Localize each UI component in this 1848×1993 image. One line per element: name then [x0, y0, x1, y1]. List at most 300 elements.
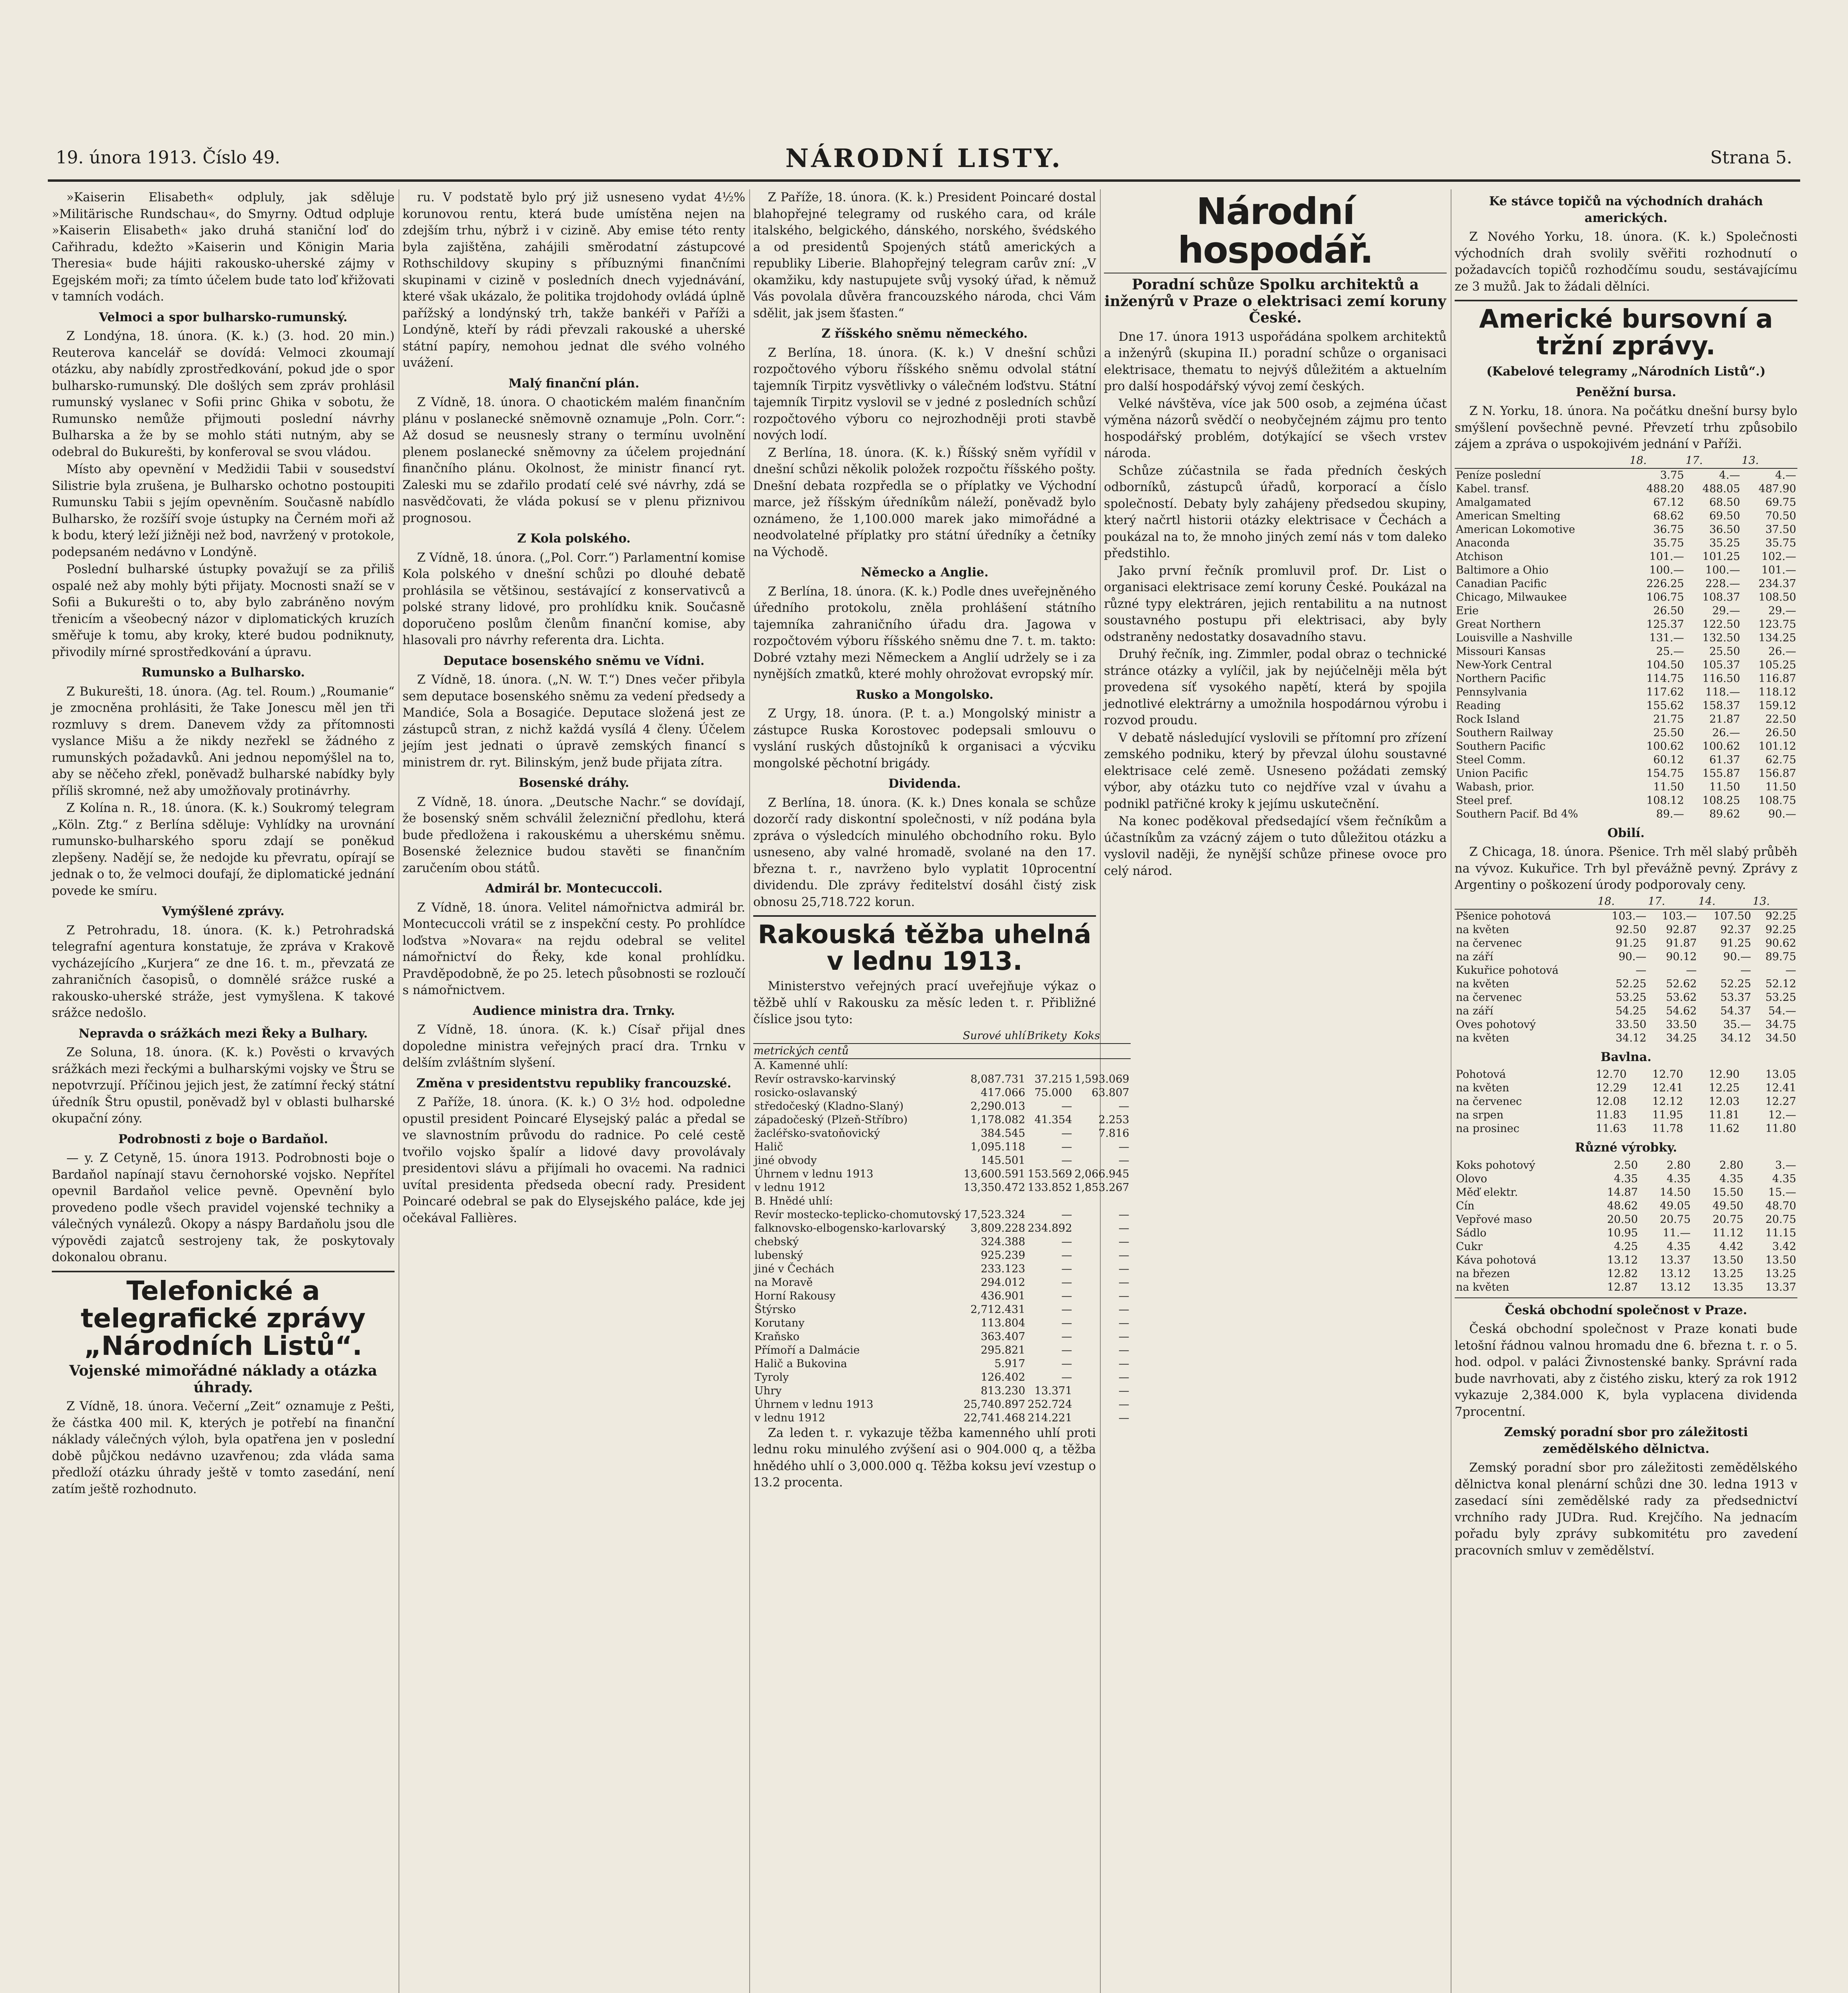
grain-row-label: na září — [1456, 1004, 1493, 1017]
grain-row-value: 53.62 — [1666, 991, 1697, 1004]
stock-row — [1455, 672, 1797, 686]
coal-row-label: jiné obvody — [754, 1154, 817, 1167]
article-heading: Audience ministra dra. Trnky. — [473, 1003, 675, 1018]
coal-row-label: Horní Rakousy — [754, 1289, 836, 1302]
grain-row-value: — — [1740, 964, 1751, 977]
section-rule — [1455, 300, 1797, 301]
stock-row-value: 25.— — [1656, 645, 1684, 658]
coal-row-label: jiné v Čechách — [754, 1262, 835, 1275]
stock-row-value: 37.50 — [1765, 523, 1796, 536]
coal-row-value: 113.804 — [980, 1317, 1025, 1329]
stock-row — [1455, 577, 1797, 591]
coal-row-value: 295.821 — [980, 1344, 1025, 1356]
coal-row-value: — — [1061, 1100, 1072, 1112]
coal-row — [753, 1154, 1131, 1167]
misc-row — [1455, 1213, 1797, 1226]
misc-row-value: 12.87 — [1607, 1281, 1638, 1293]
article-paragraph: Z Berlína, 18. února. (K. k.) V dnešní schůzi rozpočtového výboru říšského sněmu odvolal státní tajemník Tirpitz vysvětlivky o válečném loďstvu. Státní tajemník Tirpitz vyslovil se v jedné z posledních schůzí rozpočtového výboru co nejrozhodněji proti stavbě nových lodí. — [753, 346, 1096, 442]
grain-row — [1455, 991, 1797, 1004]
cotton-row — [1455, 1122, 1797, 1136]
misc-row — [1455, 1226, 1797, 1240]
coal-row — [753, 1344, 1131, 1357]
coal-row-value: 1,853.267 — [1074, 1181, 1129, 1194]
column-5 — [1455, 189, 1797, 1993]
coal-col-header: Koks — [1073, 1029, 1130, 1044]
grain-row — [1455, 950, 1797, 964]
stock-row-value: 90.— — [1768, 808, 1796, 820]
article-paragraph: Ze Soluna, 18. února. (K. k.) Pověsti o krvavých srážkách mezi řeckými a bulharskými vojsky ve Štru se nepotvrzují. Příčinou jejich jest, že zatímní řecký státní úředník Štru opustil, poněvadž byl v oblasti bulharské okupační zóny. — [52, 1046, 395, 1126]
misc-row-label: Měď elektr. — [1456, 1186, 1518, 1199]
grain-row — [1455, 964, 1797, 977]
cotton-row-value: 11.95 — [1652, 1109, 1683, 1122]
telegraph-section-head: Telefonické a telegrafické zprávy „Národních Listů“. — [81, 1275, 366, 1362]
stock-row — [1455, 658, 1797, 672]
coal-row-label: rosicko-oslavanský — [754, 1086, 857, 1099]
grain-row-value: 91.87 — [1666, 937, 1697, 949]
coal-row — [753, 1208, 1131, 1222]
stock-row-label: Erie — [1456, 604, 1479, 617]
column-4 — [1104, 189, 1447, 1993]
article-heading: Změna v presidentstvu republiky francouzské. — [416, 1076, 731, 1091]
stock-row-value: 123.75 — [1758, 618, 1796, 631]
stock-row — [1455, 509, 1797, 523]
cotton-row — [1455, 1095, 1797, 1109]
article-paragraph: »Kaiserin Elisabeth« odpluly, jak sděluje »Militärische Rundschau«, do Smyrny. Odtud odpluje »Kaiserin Elisabeth« jako druhá staniční loď do Cařihradu, kdežto »Kaiserin und Königin Maria Theresia« bude hájiti rakousko-uherské zájmy v Egejském moři; za tímto účelem bude tato loď křižovati v tamních vodách. — [52, 191, 395, 304]
misc-row-value: 13.25 — [1712, 1267, 1744, 1280]
grain-row-value: 34.12 — [1720, 1032, 1751, 1044]
stock-row-value: 61.37 — [1709, 753, 1740, 766]
stock-row — [1455, 537, 1797, 550]
grain-row-label: na září — [1456, 950, 1493, 963]
stock-row-value: 36.50 — [1709, 523, 1740, 536]
cotton-row-value: 12.41 — [1652, 1082, 1683, 1095]
stock-row — [1455, 808, 1797, 821]
stock-row — [1455, 618, 1797, 631]
stock-row-value: 70.50 — [1765, 509, 1796, 522]
article-paragraph: Z Berlína, 18. února. (K. k.) Říšský sněm vyřídil v dnešní schůzi několik položek rozpočtu říšského pošty. Dnešní debata rozpředla se o příplatky ve Východní marce, jež říšským úředníkům náleží, poněvadž bylo oznámeno, že 1,100.000 marek jako mimořádné a neodvolatelné příplatky pro státní úředníky a četníky na Východě. — [753, 446, 1096, 559]
stock-row-value: 108.75 — [1758, 794, 1796, 807]
stock-row-value: 35.75 — [1765, 537, 1796, 549]
stock-row — [1455, 794, 1797, 808]
coal-row — [753, 1073, 1131, 1086]
misc-row — [1455, 1186, 1797, 1199]
misc-row-value: 12.82 — [1607, 1267, 1638, 1280]
article-paragraph: Z Kolína n. R., 18. února. (K. k.) Soukromý telegram „Köln. Ztg.“ z Berlína sděluje: Vyhlídky na urovnání rumunsko-bulharského sporu zdají se poněkud zlepšeny. Nadějí se, že nedojde ku převratu, opírají se jednak o to, že velmoci doufají, že diplomatické jednání povede ke smíru. — [52, 801, 395, 898]
stock-row-value: 25.50 — [1709, 645, 1740, 658]
misc-row-value: 4.25 — [1614, 1240, 1638, 1253]
coal-row — [753, 1181, 1131, 1195]
grain-row-value: 53.37 — [1720, 991, 1751, 1004]
grain-col-header — [1455, 894, 1597, 909]
coal-row-value: 25,740.897 — [963, 1398, 1025, 1411]
stock-row — [1455, 753, 1797, 767]
coal-row-value: — — [1061, 1317, 1072, 1329]
misc-commodities-table — [1455, 1159, 1797, 1294]
grain-row-value: 92.25 — [1765, 923, 1796, 936]
stock-row-value: 35.75 — [1653, 537, 1684, 549]
coal-row-value: — — [1061, 1235, 1072, 1248]
grain-col-header: 17. — [1648, 894, 1698, 909]
stock-row — [1455, 496, 1797, 509]
stock-row-value: 488.20 — [1646, 482, 1684, 495]
stock-col-header: 17. — [1685, 454, 1742, 468]
coal-row-value: 145.501 — [980, 1154, 1025, 1167]
grain-row — [1455, 1018, 1797, 1032]
coal-row-value: 13,350.472 — [963, 1181, 1025, 1194]
section-rule — [52, 1271, 395, 1272]
article-heading: Z říšského sněmu německého. — [821, 326, 1028, 341]
coal-row-value: — — [1061, 1344, 1072, 1356]
stock-row-label: Wabash, prior. — [1456, 780, 1534, 793]
coal-row-value: 2,290.013 — [970, 1100, 1025, 1112]
grain-row-value: — — [1686, 964, 1697, 977]
stock-row-label: Northern Pacific — [1456, 672, 1546, 685]
grain-row-value: 92.87 — [1666, 923, 1697, 936]
stock-row — [1455, 686, 1797, 699]
grain-row-value: 54.— — [1768, 1004, 1796, 1017]
stock-row-value: 106.75 — [1646, 591, 1684, 603]
stock-row-label: Baltimore a Ohio — [1456, 564, 1549, 576]
coal-row-value: — — [1061, 1140, 1072, 1153]
cotton-row-value: 11.78 — [1652, 1122, 1683, 1135]
coal-row — [753, 1100, 1131, 1113]
stock-row-label: American Smelting — [1456, 509, 1561, 522]
grain-row-value: 107.50 — [1713, 910, 1751, 922]
stock-row-value: 104.50 — [1646, 658, 1684, 671]
misc-row-label: Olovo — [1456, 1172, 1487, 1185]
article-paragraph: Z Vídně, 18. února. (K. k.) Císař přijal dnes dopoledne ministra veřejných prací dra. Trnku v delším zvláštním slyšení. — [403, 1023, 745, 1070]
stock-row-value: 25.50 — [1653, 726, 1684, 739]
coal-section-label: B. Hnědé uhlí: — [754, 1195, 833, 1207]
stock-row-label: Missouri Kansas — [1456, 645, 1546, 658]
coal-row-value: — — [1118, 1398, 1129, 1411]
grain-row-label: na květen — [1456, 1032, 1509, 1044]
coal-row-value: 294.012 — [980, 1276, 1025, 1289]
misc-row-value: 14.87 — [1607, 1186, 1638, 1199]
stock-row-value: 29.— — [1768, 604, 1796, 617]
misc-row-label: Koks pohotový — [1456, 1159, 1536, 1171]
grain-row-value: 103.— — [1662, 910, 1697, 922]
coal-row-value: — — [1061, 1357, 1072, 1370]
coal-row-value: 324.388 — [980, 1235, 1025, 1248]
grain-row-value: 34.12 — [1615, 1032, 1647, 1044]
stock-row-value: 108.37 — [1702, 591, 1740, 603]
grain-row — [1455, 937, 1797, 950]
article-heading: Vojenské mimořádné náklady a otázka úhrady. — [69, 1362, 377, 1396]
misc-row-value: 13.12 — [1659, 1281, 1691, 1293]
article-paragraph: Z N. Yorku, 18. února. Na počátku dnešní bursy bylo smýšlení povšechně pevné. Převzetí trhu způsobilo zájem a zpráva o uspokojivém jednání v Paříži. — [1455, 404, 1797, 452]
stock-row-value: 26.— — [1768, 645, 1796, 658]
misc-row-label: Cín — [1456, 1199, 1475, 1212]
coal-row — [753, 1262, 1131, 1276]
grain-col-header: 13. — [1752, 894, 1797, 909]
grain-row-label: Oves pohotový — [1456, 1018, 1536, 1031]
stock-row-label: Louisville a Nashville — [1456, 631, 1573, 644]
article-heading: Bosenské dráhy. — [518, 776, 629, 790]
misc-row — [1455, 1254, 1797, 1267]
stock-row-value: 35.25 — [1709, 537, 1740, 549]
stock-row — [1455, 713, 1797, 726]
coal-row-value: 2.253 — [1098, 1113, 1129, 1126]
misc-row-value: 13.37 — [1765, 1281, 1796, 1293]
stock-row-value: 22.50 — [1765, 713, 1796, 725]
misc-row-value: 13.12 — [1607, 1254, 1638, 1266]
grain-row-value: 90.— — [1618, 950, 1647, 963]
coal-row-value: — — [1118, 1140, 1129, 1153]
coal-row-value: 13.371 — [1034, 1384, 1072, 1397]
stock-row-value: 69.75 — [1765, 496, 1796, 509]
cotton-row-value: 11.80 — [1765, 1122, 1796, 1135]
stock-row-label: Southern Railway — [1456, 726, 1553, 739]
stock-row-value: 62.75 — [1765, 753, 1796, 766]
coal-row — [753, 1276, 1131, 1289]
misc-row-value: 11.15 — [1765, 1226, 1796, 1239]
stock-row-value: 60.12 — [1653, 753, 1684, 766]
cotton-row-value: 12.41 — [1765, 1082, 1796, 1095]
misc-row — [1455, 1199, 1797, 1213]
coal-row-value: 214.221 — [1027, 1411, 1072, 1424]
cotton-row-label: na květen — [1456, 1082, 1509, 1095]
article-heading: Malý finanční plán. — [508, 376, 640, 391]
stock-row-value: 3.75 — [1660, 469, 1684, 482]
grain-row-value: 34.25 — [1666, 1032, 1697, 1044]
article-paragraph: Z Vídně, 18. února. O chaotickém malém finančním plánu v poslanecké sněmovně oznamuje „Poln. Corr.“: Až dosud se neusnesly strany o termínu uvolnění plenem poslanecké sněmovny za účelem projednání finančního plánu. Okolnost, že ministr financí ryt. Zaleski mu se zdařilo prodatí celé své návrhy, zdá se nasvědčovati, že vláda pokusí se v plenu přiznivou prognosou. — [403, 395, 745, 525]
stock-row — [1455, 564, 1797, 577]
stock-row-value: 101.25 — [1702, 550, 1740, 563]
article-heading: Z Kola polského. — [517, 531, 631, 546]
coal-row-label: chebský — [754, 1235, 799, 1248]
coal-row-label: falknovsko-elbogensko-karlovarský — [754, 1222, 946, 1234]
article-heading: Ke stávce topičů na východních drahách amerických. — [1489, 194, 1763, 225]
stock-row-value: 11.50 — [1709, 780, 1740, 793]
stock-row — [1455, 699, 1797, 713]
grain-row — [1455, 923, 1797, 937]
stock-row-value: 116.50 — [1702, 672, 1740, 685]
newspaper-title: NÁRODNÍ LISTY. — [785, 143, 1063, 173]
article-heading: Zemský poradní sbor pro záležitosti zemědělského dělnictva. — [1504, 1425, 1748, 1456]
stock-row-label: Peníze poslední — [1456, 469, 1541, 482]
misc-row-value: 4.35 — [1667, 1172, 1691, 1185]
coal-row — [753, 1167, 1131, 1181]
cotton-row-value: 11.83 — [1596, 1109, 1627, 1122]
grain-row-value: 92.50 — [1615, 923, 1647, 936]
coal-row-value: — — [1118, 1208, 1129, 1221]
coal-row-value: — — [1118, 1384, 1129, 1397]
coal-row-value: 13,600.591 — [963, 1167, 1025, 1180]
column-divider — [749, 189, 750, 1993]
stock-row-value: 117.62 — [1646, 686, 1684, 698]
cotton-row — [1455, 1109, 1797, 1122]
coal-row-value: — — [1061, 1289, 1072, 1302]
article-paragraph: Místo aby opevnění v Medžidii Tabii v sousedství Silistrie byla zrušena, je Bulharsko ochotno postoupiti Rumunsku Tabii s jejím opevněním. Současně nabídlo Bulharsko, že rozšíří svoje ústupky na Černém moři až k bodu, který leží jižněji než bod, navržený v protokole, podepsaném nedávno v Londýně. — [52, 462, 395, 559]
article-heading: Německo a Anglie. — [860, 565, 989, 580]
coal-row-value: — — [1118, 1303, 1129, 1316]
stock-row-value: 100.62 — [1646, 740, 1684, 753]
coal-row-label: středočeský (Kladno-Slaný) — [754, 1100, 904, 1112]
article-paragraph: Česká obchodní společnost v Praze konati bude letošní řádnou valnou hromadu dne 6. března t. r. o 5. hod. odpol. v paláci Živnostenské banky. Správní rada bude navrhovati, aby z čistého zisku, který za rok 1912 vykazuje 2,384.000 K, byla vyplacena dividenda 7procentní. — [1455, 1322, 1797, 1419]
stock-row-value: 4.— — [1775, 469, 1796, 482]
stock-row-value: 228.— — [1705, 577, 1740, 590]
misc-row-value: 15.— — [1768, 1186, 1796, 1199]
stock-row-value: 116.87 — [1758, 672, 1796, 685]
coal-row-value: — — [1061, 1330, 1072, 1343]
grain-row-value: 54.62 — [1666, 1004, 1697, 1017]
article-heading: Deputace bosenského sněmu ve Vídni. — [443, 653, 705, 668]
stock-row-label: Great Northern — [1456, 618, 1541, 631]
coal-row-label: Halič — [754, 1140, 784, 1153]
article-paragraph: Na konec poděkoval předsedající všem řečníkům a účastníkům za vzácný zájem o tuto důležitou otázku a vyslovil naději, že nynější schůze přinese ovoce pro celý národ. — [1104, 814, 1447, 878]
section-rule — [753, 915, 1096, 917]
cotton-row-value: 12.70 — [1596, 1068, 1627, 1081]
stock-row-value: 100.— — [1705, 564, 1740, 576]
coal-row-value: 7.816 — [1098, 1127, 1129, 1140]
grain-row-label: na květen — [1456, 977, 1509, 990]
stock-row-value: 105.25 — [1758, 658, 1796, 671]
coal-row-value: — — [1118, 1357, 1129, 1370]
coal-row-label: Uhry — [754, 1384, 782, 1397]
coal-row-value: 252.724 — [1027, 1398, 1072, 1411]
coal-row-value: — — [1061, 1154, 1072, 1167]
grain-row — [1455, 1004, 1797, 1018]
misc-row-value: 3.— — [1775, 1159, 1796, 1171]
coal-row — [753, 1330, 1131, 1344]
stock-row — [1455, 780, 1797, 794]
coal-row-value: 37.215 — [1034, 1073, 1072, 1085]
stock-row-value: 158.37 — [1702, 699, 1740, 712]
article-paragraph: Z Paříže, 18. února. (K. k.) O 3½ hod. odpoledne opustil president Poincaré Elysejský palác a předal se ve slavnostním průvodu do radnice. Po celé cestě tvořilo vojsko špalír a lidové davy provolávaly presidentovi slávu a přijímali ho ovacemi. Na radnici uvítal presidenta předseda obecní rady. President Poincaré odebral se pak do Elysejského paláce, kde jej očekával Fallières. — [403, 1095, 745, 1225]
misc-row-label: na březen — [1456, 1267, 1510, 1280]
misc-row-value: 13.12 — [1659, 1267, 1691, 1280]
stock-row-value: 36.75 — [1653, 523, 1684, 536]
article-paragraph: — y. Z Cetyně, 15. února 1913. Podrobnosti boje o Bardaňol napínají stavu černohorské vojsko. Nepřítel opevnil Bardaňol velice pevně. Opevnění bylo provedeno podle všech pravidel vojenské techniky a válečných vynálezů. Okopy a náspy Bardaňolu jsou dle výpovědi zajatců sestrojeny tak, že poskytovaly dokonalou obranu. — [52, 1151, 395, 1264]
grain-row-value: 90.62 — [1765, 937, 1796, 949]
misc-row — [1455, 1159, 1797, 1172]
misc-row-value: 4.35 — [1772, 1172, 1796, 1185]
cotton-row-value: 12.27 — [1765, 1095, 1796, 1108]
stock-row — [1455, 740, 1797, 753]
grain-row-value: 53.25 — [1765, 991, 1796, 1004]
cotton-row-value: 12.08 — [1596, 1095, 1627, 1108]
article-heading: Admirál br. Montecuccoli. — [485, 881, 663, 896]
stock-row-value: 101.— — [1649, 550, 1684, 563]
grain-row-value: 91.25 — [1615, 937, 1647, 949]
cotton-row-value: 12.03 — [1709, 1095, 1740, 1108]
misc-row-value: 48.70 — [1765, 1199, 1796, 1212]
coal-section-head: Rakouská těžba uhelná v lednu 1913. — [758, 920, 1092, 977]
coal-row-label: Tyroly — [754, 1371, 789, 1384]
misc-row-label: na květen — [1456, 1281, 1509, 1293]
misc-row-value: 4.42 — [1719, 1240, 1744, 1253]
section-rule — [1455, 1297, 1797, 1298]
misc-row-value: 13.37 — [1659, 1254, 1691, 1266]
cotton-row-value: 11.81 — [1709, 1109, 1740, 1122]
coal-row — [753, 1289, 1131, 1303]
article-heading: Různé výrobky. — [1575, 1140, 1677, 1155]
stock-row-value: 108.12 — [1646, 794, 1684, 807]
grain-row-value: 91.25 — [1720, 937, 1751, 949]
grain-row-value: 53.25 — [1615, 991, 1647, 1004]
stock-col-header: 18. — [1629, 454, 1685, 468]
coal-row-value: 234.892 — [1027, 1222, 1072, 1234]
stock-row-value: 26.— — [1712, 726, 1740, 739]
stock-row-label: Canadian Pacific — [1456, 577, 1547, 590]
coal-col-header: Surové uhlí — [962, 1029, 1027, 1044]
article-paragraph: Poslední bulharské ústupky považují se za přiliš ospalé než aby mohly býti přijaty. Mocnosti snaží se v Sofii a Bukurešti o to, aby bylo zabráněno novým třenicím a všeobecný názor v diplomatických kruzích směřuje k tomu, aby kroky, které budou podniknuty, přivodily mírné sprostředkování a úpravu. — [52, 562, 395, 659]
coal-row — [753, 1235, 1131, 1249]
article-heading: Peněžní bursa. — [1576, 385, 1676, 399]
misc-row-value: 3.42 — [1772, 1240, 1796, 1253]
misc-row-label: Káva pohotová — [1456, 1254, 1536, 1266]
coal-row-value: — — [1118, 1276, 1129, 1289]
misc-row-value: 49.05 — [1659, 1199, 1691, 1212]
grain-row-value: — — [1785, 964, 1796, 977]
misc-row-value: 20.75 — [1712, 1213, 1744, 1226]
coal-row-value: 1,095.118 — [970, 1140, 1025, 1153]
coal-row-value: 233.123 — [980, 1262, 1025, 1275]
stock-row-value: 21.87 — [1709, 713, 1740, 725]
article-paragraph: Z Vídně, 18. února. („Pol. Corr.“) Parlamentní komise Kola polského v dnešní schůzi po dlouhé debatě prohlásila se většinou, sestávající z konservativců a polské strany lidové, pro prohlídku knik. Současně doporučeno poslům členům finanční komise, aby hlasovali pro návrhy referenta dra. Lichta. — [403, 550, 745, 647]
misc-row-value: 20.75 — [1659, 1213, 1691, 1226]
grain-row-value: — — [1636, 964, 1647, 977]
misc-row-value: 13.50 — [1712, 1254, 1744, 1266]
coal-row-value: — — [1118, 1249, 1129, 1262]
article-paragraph: Z Vídně, 18. února. Velitel námořnictva admirál br. Montecuccoli vrátil se z inspekční cesty. Po prohlídce loďstva »Novara« na rejdu odebral se velitel námořnictví do Řeky, kde konal prohlídku. Pravděpodobně, že po 25. letech působnosti se rozloučí s námořnictvem. — [403, 900, 745, 997]
grain-table — [1455, 894, 1797, 1045]
stock-col-header: 13. — [1741, 454, 1797, 468]
misc-row-value: 14.50 — [1659, 1186, 1691, 1199]
stock-row-value: 100.— — [1649, 564, 1684, 576]
coal-row-label: v lednu 1912 — [754, 1181, 825, 1194]
column-3 — [753, 189, 1129, 1993]
cotton-row-value: 12.25 — [1709, 1082, 1740, 1095]
coal-unit: metrických centů — [753, 1044, 1131, 1059]
coal-row-value: 41.354 — [1034, 1113, 1072, 1126]
stock-row-value: 114.75 — [1646, 672, 1684, 685]
coal-row-value: — — [1118, 1100, 1129, 1112]
page-header — [48, 143, 1800, 182]
stock-row-value: 234.37 — [1758, 577, 1796, 590]
grain-row-value: 54.37 — [1720, 1004, 1751, 1017]
coal-row — [753, 1303, 1131, 1317]
cotton-row-value: 12.70 — [1652, 1068, 1683, 1081]
coal-row-value: 1,593.069 — [1074, 1073, 1129, 1085]
stock-row-label: Amalgamated — [1456, 496, 1532, 509]
grain-row-value: 34.75 — [1765, 1018, 1796, 1031]
coal-row — [753, 1357, 1131, 1371]
grain-row-value: 52.62 — [1666, 977, 1697, 990]
coal-row-value: — — [1118, 1235, 1129, 1248]
cotton-row-value: 11.63 — [1596, 1122, 1627, 1135]
stock-row-label: Kabel. transf. — [1456, 482, 1530, 495]
grain-row — [1455, 909, 1797, 923]
coal-row-value: 75.000 — [1034, 1086, 1072, 1099]
stock-row-label: Southern Pacific — [1456, 740, 1546, 753]
article-heading: Bavlna. — [1601, 1050, 1652, 1064]
article-heading: Poradní schůze Spolku architektů a inženýrů v Praze o elektrisaci zemí koruny České. — [1104, 276, 1446, 326]
stock-row-value: 118.— — [1705, 686, 1740, 698]
stock-row — [1455, 591, 1797, 604]
column-2 — [403, 189, 745, 1993]
stock-row-value: 67.12 — [1653, 496, 1684, 509]
article-paragraph: Schůze zúčastnila se řada předních českých odborníků, zástupců úřadů, korporací a číslo společností. Debaty byly zahájeny předsedou skupiny, který načrtl historii otázky elektrisace v Čechách a poukázal na to, že mnoho jiných zemí nás v tom daleko předstihlo. — [1104, 464, 1447, 561]
stock-row-value: 11.50 — [1765, 780, 1796, 793]
stock-row-label: Rock Island — [1456, 713, 1520, 725]
stock-row-value: 156.87 — [1758, 767, 1796, 780]
cotton-row-label: na prosinec — [1456, 1122, 1520, 1135]
coal-row-label: Halič a Bukovina — [754, 1357, 847, 1370]
stock-row-value: 108.25 — [1702, 794, 1740, 807]
cotton-row-label: Pohotová — [1456, 1068, 1506, 1081]
